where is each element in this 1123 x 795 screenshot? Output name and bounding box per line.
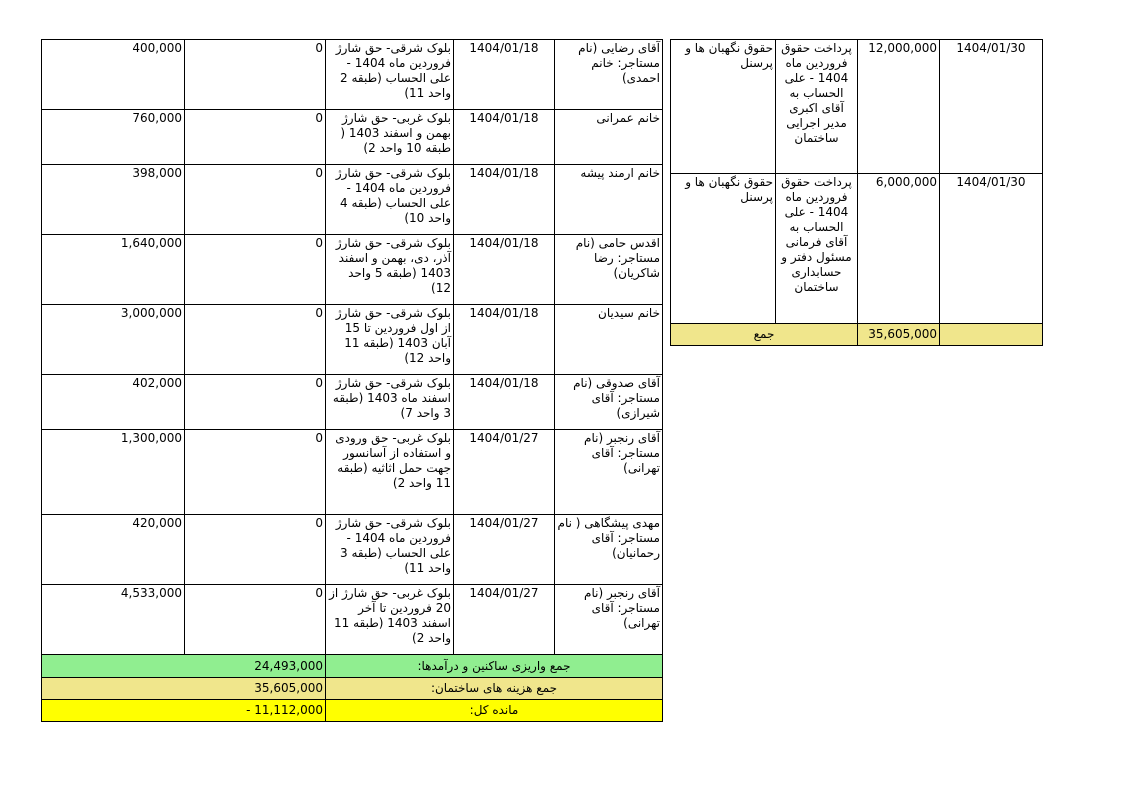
expense-category: حقوق نگهبان ها و پرسنل: [671, 40, 776, 174]
income-date: 1404/01/18: [454, 305, 555, 375]
income-total-row: [42, 655, 663, 678]
income-zero: 0: [185, 165, 326, 235]
expense-total-row: [42, 678, 663, 700]
income-zero: 0: [185, 305, 326, 375]
income-name: مهدی پیشگاهی ( نام مستاجر: آقای رحمانیان): [555, 515, 663, 585]
income-zero: 0: [185, 430, 326, 515]
income-zero: 0: [185, 585, 326, 655]
expense-amount: 12,000,000: [858, 40, 940, 174]
income-amount: 1,640,000: [42, 235, 185, 305]
income-name: خانم عمرانی: [555, 110, 663, 165]
income-row: [42, 110, 663, 165]
income-description: بلوک شرقی- حق شارژ آذر، دی، بهمن و اسفند 1403 (طبقه 5 واحد 12): [326, 235, 454, 305]
income-zero: 0: [185, 375, 326, 430]
income-description: بلوک غربی- حق شارژ از 20 فروردین تا آخر اسفند 1403 (طبقه 11 واحد 2): [326, 585, 454, 655]
income-description: بلوک شرقی- حق شارژ از اول فروردین تا 15 آبان 1403 (طبقه 11 واحد 12): [326, 305, 454, 375]
income-amount: 402,000: [42, 375, 185, 430]
balance-label: مانده کل:: [326, 700, 663, 722]
expense-row: [671, 174, 1043, 324]
income-row: [42, 585, 663, 655]
income-row: [42, 305, 663, 375]
income-amount: 4,533,000: [42, 585, 185, 655]
income-description: بلوک شرقی- حق شارژ اسفند ماه 1403 (طبقه 3 واحد 7): [326, 375, 454, 430]
income-date: 1404/01/27: [454, 430, 555, 515]
expense-row: [671, 40, 1043, 174]
income-description: بلوک غربی- حق شارژ بهمن و اسفند 1403 ( طبقه 10 واحد 2): [326, 110, 454, 165]
income-amount: 400,000: [42, 40, 185, 110]
expense-amount: 6,000,000: [858, 174, 940, 324]
income-date: 1404/01/27: [454, 585, 555, 655]
income-amount: 1,300,000: [42, 430, 185, 515]
expense-description: پرداخت حقوق فروردین ماه 1404 - علی الحساب به آقای اکبری مدیر اجرایی ساختمان: [776, 40, 858, 174]
expense-total-label: جمع هزینه های ساختمان:: [326, 678, 663, 700]
income-zero: 0: [185, 110, 326, 165]
expense-date: 1404/01/30: [940, 174, 1043, 324]
expense-table: [670, 39, 1043, 346]
income-amount: 760,000: [42, 110, 185, 165]
expense-sum-label: جمع: [671, 324, 858, 346]
expense-total-value: 35,605,000: [42, 678, 326, 700]
expense-description: پرداخت حقوق فروردین ماه 1404 - علی الحساب به آقای فرمانی مسئول دفتر و حسابداری ساختمان: [776, 174, 858, 324]
balance-value: - 11,112,000: [42, 700, 326, 722]
income-name: آقای رنجبر (نام مستاجر: آقای تهرانی): [555, 430, 663, 515]
income-row: [42, 515, 663, 585]
income-total-label: جمع واریزی ساکنین و درآمدها:: [326, 655, 663, 678]
income-name: آقای رضایی (نام مستاجر: خانم احمدی): [555, 40, 663, 110]
income-amount: 398,000: [42, 165, 185, 235]
income-zero: 0: [185, 515, 326, 585]
expense-date: 1404/01/30: [940, 40, 1043, 174]
income-description: بلوک شرقی- حق شارژ فروردین ماه 1404 - علی الحساب (طبقه 4 واحد 10): [326, 165, 454, 235]
income-total-value: 24,493,000: [42, 655, 326, 678]
income-description: بلوک غربی- حق ورودی و استفاده از آسانسور جهت حمل اثاثیه (طبقه 11 واحد 2): [326, 430, 454, 515]
income-zero: 0: [185, 40, 326, 110]
income-date: 1404/01/18: [454, 375, 555, 430]
income-name: آقای رنجبر (نام مستاجر: آقای تهرانی): [555, 585, 663, 655]
expense-sum-value: 35,605,000: [858, 324, 940, 346]
income-date: 1404/01/27: [454, 515, 555, 585]
income-name: اقدس حامی (نام مستاجر: رضا شاکریان): [555, 235, 663, 305]
balance-row: [42, 700, 663, 722]
expense-sum-empty: [940, 324, 1043, 346]
income-amount: 3,000,000: [42, 305, 185, 375]
income-row: [42, 40, 663, 110]
expense-sum-row: [671, 324, 1043, 346]
income-date: 1404/01/18: [454, 110, 555, 165]
income-row: [42, 235, 663, 305]
income-zero: 0: [185, 235, 326, 305]
income-description: بلوک شرقی- حق شارژ فروردین ماه 1404 - علی الحساب (طبقه 2 واحد 11): [326, 40, 454, 110]
income-row: [42, 165, 663, 235]
income-date: 1404/01/18: [454, 235, 555, 305]
income-description: بلوک شرقی- حق شارژ فروردین ماه 1404 - علی الحساب (طبقه 3 واحد 11): [326, 515, 454, 585]
income-date: 1404/01/18: [454, 165, 555, 235]
income-name: آقای صدوقی (نام مستاجر: آقای شیرازی): [555, 375, 663, 430]
income-name: خانم ارمند پیشه: [555, 165, 663, 235]
income-row: [42, 430, 663, 515]
income-amount: 420,000: [42, 515, 185, 585]
income-date: 1404/01/18: [454, 40, 555, 110]
income-table: [41, 39, 663, 722]
income-name: خانم سیدیان: [555, 305, 663, 375]
income-row: [42, 375, 663, 430]
expense-category: حقوق نگهبان ها و پرسنل: [671, 174, 776, 324]
